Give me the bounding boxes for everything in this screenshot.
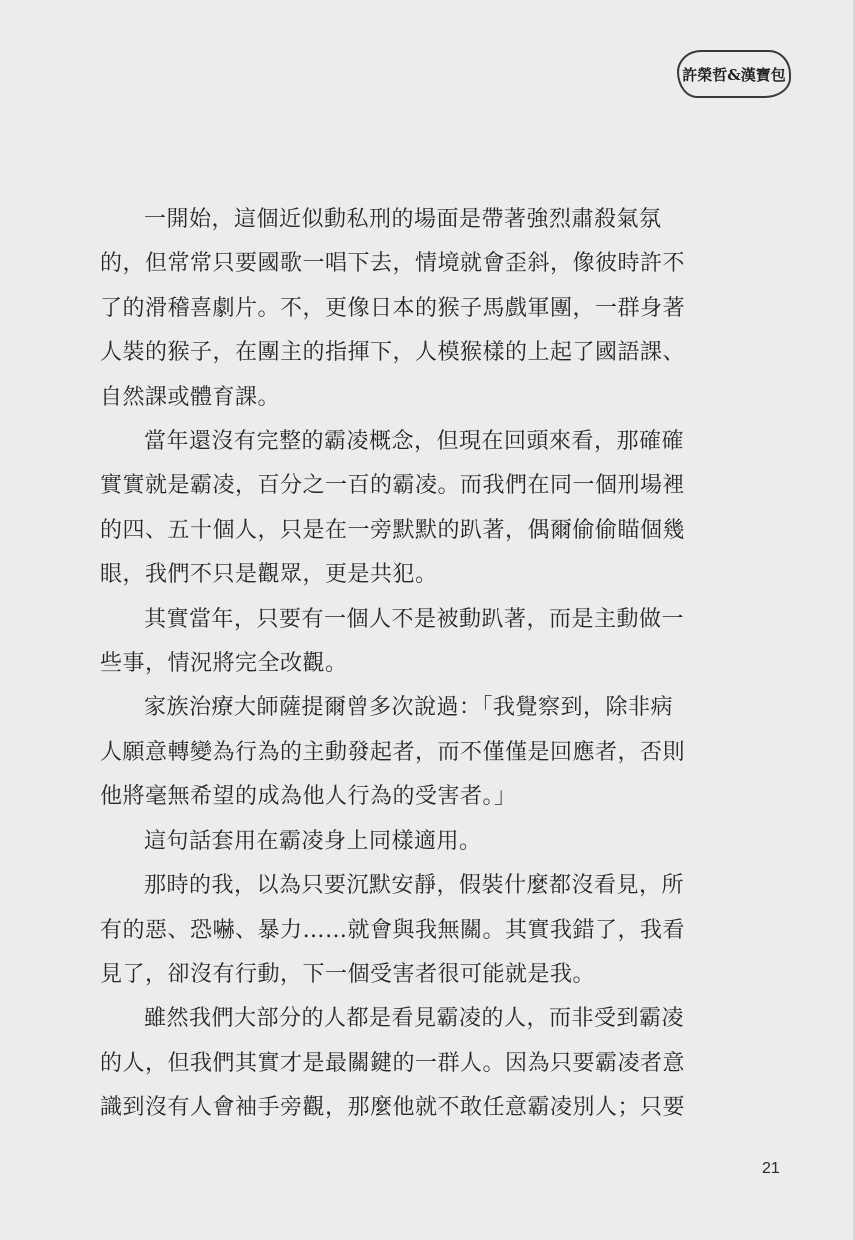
paragraph: 其實當年，只要有一個人不是被動趴著，而是主動做一 些事，情況將完全改觀。 bbox=[100, 606, 685, 677]
paragraph: 這句話套用在霸凌身上同樣適用。 bbox=[144, 828, 482, 854]
paragraph: 家族治療大師薩提爾曾多次說過：「我覺察到，除非病 人願意轉變為行為的主動發起者，而不僅僅是回應者，否則 他將毫無希望的成為他人行為的受害者。」 bbox=[100, 695, 686, 810]
paragraph: 當年還沒有完整的霸凌概念，但現在回頭來看，那確確 實實就是霸凌，百分之一百的霸凌。而我們在同一個刑場裡 的四、五十個人，只是在一旁默默的趴著，偶爾偷偷瞄個幾 眼，我們不只是觀眾，更是共犯。 bbox=[100, 429, 686, 588]
page-number: 21 bbox=[762, 1160, 780, 1177]
paragraph: 雖然我們大部分的人都是看見霸凌的人，而非受到霸凌 的人，但我們其實才是最關鍵的一群人。因為只要霸凌者意 識到沒有人會袖手旁觀，那麼他就不敢任意霸凌別人；只要 bbox=[100, 1006, 686, 1121]
paragraph: 那時的我，以為只要沉默安靜，假裝什麼都沒看見，所 有的惡、恐嚇、暴力……就會與我無關。其實我錯了，我看 見了，卻沒有行動，下一個受害者很可能就是我。 bbox=[100, 873, 686, 987]
body-text bbox=[100, 198, 760, 1131]
author-badge bbox=[677, 50, 791, 98]
paragraph: 一開始，這個近似動私刑的場面是帶著強烈肅殺氣氛 的，但常常只要國歌一唱下去，情境就會歪斜，像彼時許不 了的滑稽喜劇片。不，更像日本的猴子馬戲軍團，一群身著 人裝的猴子，在團主的指揮下，人模猴樣的上起了國語課、 自然課或體育課。 bbox=[100, 207, 686, 410]
author-badge-text: 許榮哲&漢寶包 bbox=[682, 65, 786, 84]
